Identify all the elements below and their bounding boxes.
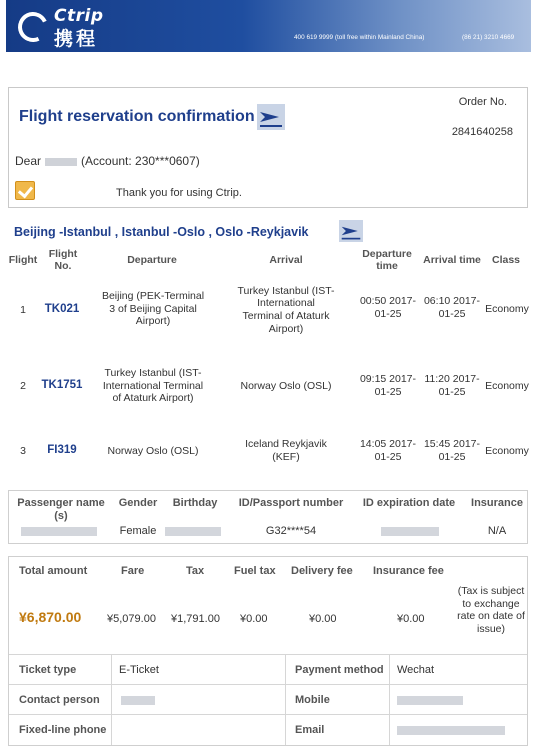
payment-method-label: Payment method	[295, 664, 384, 676]
fixed-line-phone-label: Fixed-line phone	[19, 724, 107, 736]
redacted-mobile	[397, 696, 463, 705]
order-number: 2841640258	[451, 126, 513, 138]
detail-row-contact	[9, 684, 527, 714]
flight-class: Economy	[485, 379, 529, 392]
flight-departure: Norway Oslo (OSL)	[107, 444, 199, 457]
divider	[285, 655, 286, 685]
col-passport: ID/Passport number	[238, 497, 344, 509]
phone-text: (86 21) 3210 4669	[462, 34, 515, 41]
divider	[111, 655, 112, 685]
flight-departure-time: 00:50 2017-01-25	[359, 295, 417, 320]
flight-departure: Beijing (PEK-Terminal 3 of Beijing Capital Airport)	[101, 290, 205, 328]
passenger-passport: G32****54	[265, 525, 317, 537]
col-arrival-time: Arrival time	[423, 253, 481, 266]
logo-swirl-icon	[14, 8, 52, 46]
contact-person-label: Contact person	[19, 694, 100, 706]
flight-arrival-time: 11:20 2017-01-25	[424, 373, 480, 398]
detail-row-ticket	[9, 654, 527, 684]
col-flight-no: Flight No.	[48, 247, 78, 272]
total-amount: ¥6,870.00	[19, 609, 82, 625]
route-title: Beijing -Istanbul , Istanbul -Oslo , Oslo -Reykjavik	[14, 225, 309, 239]
checkmark-icon	[15, 181, 35, 200]
flight-number: TK1751	[41, 379, 83, 392]
col-class: Class	[491, 253, 521, 266]
divider	[111, 715, 112, 745]
payment-box	[8, 556, 528, 746]
flight-number: FI319	[47, 444, 77, 457]
redacted-name	[45, 158, 77, 166]
col-birthday: Birthday	[172, 497, 218, 509]
col-fuel-tax: Fuel tax	[234, 565, 276, 577]
account-number: (Account: 230***0607)	[81, 154, 200, 168]
col-departure: Departure	[127, 253, 177, 266]
flight-index: 2	[20, 379, 26, 392]
insurance-fee-amount: ¥0.00	[397, 613, 425, 625]
ticket-type-label: Ticket type	[19, 664, 77, 676]
flight-arrival-time: 06:10 2017-01-25	[423, 295, 481, 320]
flight-departure-time: 09:15 2017-01-25	[359, 373, 417, 398]
airplane-icon	[257, 104, 285, 130]
flight-index: 3	[20, 444, 26, 457]
header-banner	[6, 0, 531, 52]
flight-class: Economy	[485, 302, 529, 315]
brand-name-cn: 携程	[54, 28, 99, 50]
redacted-expiration	[381, 527, 439, 536]
divider	[285, 685, 286, 715]
col-delivery-fee: Delivery fee	[291, 565, 353, 577]
divider	[389, 715, 390, 745]
fuel-tax-amount: ¥0.00	[240, 613, 268, 625]
delivery-fee-amount: ¥0.00	[309, 613, 337, 625]
redacted-email	[397, 726, 505, 735]
detail-row-phone	[9, 714, 527, 744]
flight-number: TK021	[44, 303, 80, 316]
col-tax: Tax	[186, 565, 205, 577]
col-fare: Fare	[121, 565, 145, 577]
brand-name-en: Ctrip	[54, 6, 104, 26]
col-insurance: Insurance	[471, 497, 523, 509]
redacted-birthday	[165, 527, 221, 536]
divider	[111, 685, 112, 715]
col-expiration: ID expiration date	[362, 497, 456, 509]
col-total-amount: Total amount	[19, 565, 88, 577]
col-departure-time: Departure time	[362, 247, 412, 272]
email-label: Email	[295, 724, 325, 736]
flight-arrival-time: 15:45 2017-01-25	[423, 438, 481, 463]
divider	[389, 685, 390, 715]
thanks-message: Thank you for using Ctrip.	[116, 187, 242, 199]
page-title: Flight reservation confirmation	[19, 108, 255, 125]
payment-method-value: Wechat	[397, 664, 435, 676]
col-arrival: Arrival	[269, 253, 303, 266]
passenger-gender: Female	[119, 525, 157, 537]
divider	[285, 715, 286, 745]
greeting-dear: Dear	[15, 154, 42, 168]
route-airplane-icon	[339, 220, 363, 242]
passenger-box	[8, 490, 528, 544]
flight-departure: Turkey Istanbul (IST-International Terminal of Ataturk Airport)	[102, 367, 204, 405]
order-number-label: Order No.	[458, 96, 507, 108]
col-gender: Gender	[118, 497, 158, 509]
divider	[389, 655, 390, 685]
flight-class: Economy	[485, 444, 529, 457]
greeting	[15, 154, 200, 168]
col-insurance-fee: Insurance fee	[373, 565, 444, 577]
fare-amount: ¥5,079.00	[107, 613, 156, 625]
flight-arrival: Iceland Reykjavik (KEF)	[245, 438, 327, 463]
flight-arrival: Turkey Istanbul (IST-International Terminal of Ataturk Airport)	[237, 284, 335, 335]
mobile-label: Mobile	[295, 694, 330, 706]
redacted-passenger-name	[21, 527, 97, 536]
col-passenger-name: Passenger name (s)	[17, 497, 105, 522]
confirmation-box	[8, 87, 528, 208]
flight-index: 1	[20, 303, 26, 316]
tax-note: (Tax is subject to exchange rate on date of issue)	[457, 585, 525, 635]
passenger-insurance: N/A	[487, 525, 507, 537]
flight-arrival: Norway Oslo (OSL)	[240, 379, 332, 392]
col-flight: Flight	[8, 253, 38, 266]
hotline-text: 400 619 9999 (toll free within Mainland China)	[294, 34, 425, 41]
ctrip-logo[interactable]	[18, 4, 128, 48]
redacted-contact-person	[121, 696, 155, 705]
flight-departure-time: 14:05 2017-01-25	[359, 438, 417, 463]
ticket-type-value: E-Ticket	[119, 664, 159, 676]
tax-amount: ¥1,791.00	[171, 613, 220, 625]
